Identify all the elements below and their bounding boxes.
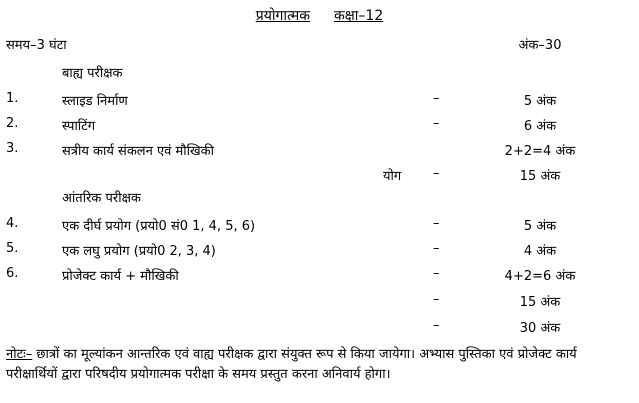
total-marks: अंक–30 — [518, 38, 562, 53]
item-marks: 6 अंक — [523, 119, 557, 134]
item-label: एक दीर्घ प्रयोग (प्रयो0 सं0 1, 4, 5, 6) — [62, 219, 256, 234]
item-marks: 4+2=6 अंक — [504, 269, 576, 284]
list-item — [0, 141, 639, 159]
item-marks: 5 अंक — [523, 219, 557, 234]
list-item — [0, 266, 639, 284]
list-item — [0, 241, 639, 259]
item-label: स्लाइड निर्माण — [62, 94, 128, 109]
grand-total-row — [0, 318, 639, 336]
item-dash: – — [433, 318, 440, 333]
item-marks: 4 अंक — [523, 244, 557, 259]
item-marks: 2+2=4 अंक — [504, 144, 576, 159]
item-dash: – — [433, 216, 440, 231]
item-number: 2. — [6, 116, 19, 131]
item-number: 6. — [6, 266, 19, 281]
item-marks: 15 अंक — [519, 169, 561, 184]
item-dash: – — [433, 241, 440, 256]
item-number: 1. — [6, 91, 19, 106]
document-title — [0, 8, 639, 24]
item-label: स्पाटिंग — [62, 119, 96, 134]
item-marks: 30 अंक — [519, 321, 561, 336]
internal-examiner-heading: आंतरिक परीक्षक — [62, 191, 141, 206]
item-number: 3. — [6, 141, 19, 156]
item-label: प्रोजेक्ट कार्य + मौखिकी — [62, 269, 179, 284]
item-number: 4. — [6, 216, 19, 231]
item-label: सत्रीय कार्य संकलन एवं मौखिकी — [62, 144, 215, 159]
item-marks: 15 अंक — [519, 295, 561, 310]
list-item — [0, 116, 639, 134]
internal-subtotal-row — [0, 292, 639, 310]
item-number: 5. — [6, 241, 19, 256]
exam-duration: समय–3 घंटा — [6, 38, 67, 53]
title-class: कक्षा–12 — [334, 8, 384, 24]
item-marks: 5 अंक — [523, 94, 557, 109]
list-item — [0, 91, 639, 109]
note-label: नोटः– — [6, 347, 33, 362]
external-examiner-heading: बाह्य परीक्षक — [62, 66, 123, 81]
list-item — [0, 216, 639, 234]
note-text: छात्रों का मूल्यांकन आन्तरिक एवं वाह्य परीक्षक द्वारा संयुक्त रूप से किया जायेगा। अभ्यास पुस्तिका एवं प्रोजेक्ट कार्य परीक्षार्थियों द्वारा परिषदीय प्रयोगात्मक परीक्षा के समय प्रस्तुत करना अनिवार्य होगा। — [6, 347, 577, 382]
title-subject: प्रयोगात्मक — [255, 8, 311, 24]
item-label: एक लघु प्रयोग (प्रयो0 2, 3, 4) — [62, 244, 216, 259]
external-total-row — [0, 166, 639, 184]
item-dash: – — [433, 292, 440, 307]
note-paragraph — [6, 345, 631, 385]
item-dash: – — [433, 166, 440, 181]
total-label: योग — [383, 169, 402, 184]
item-dash: – — [433, 116, 440, 131]
item-dash: – — [433, 91, 440, 106]
item-dash: – — [433, 266, 440, 281]
